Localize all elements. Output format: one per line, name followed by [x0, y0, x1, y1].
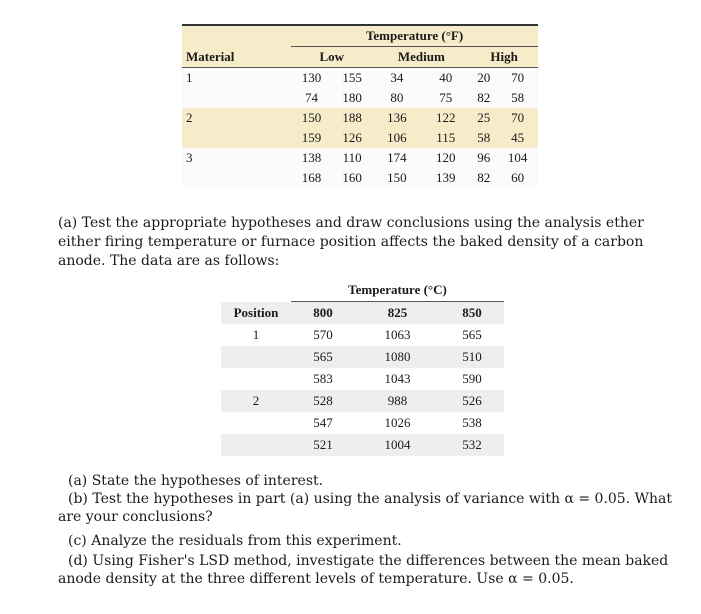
material-temperature-table: [182, 24, 538, 188]
table-row: 547 1026 538: [221, 412, 504, 434]
question-b: (b) Test the hypotheses in part (a) using the analysis of variance with α = 0.05. What are your conclusions?: [58, 491, 672, 525]
table1-title: Temperature (°F): [291, 25, 538, 47]
group-medium-header: Medium: [372, 47, 470, 68]
table-row: 1 130 155 34 40 20 70: [182, 68, 538, 89]
position-temperature-table: [221, 279, 504, 456]
table-row: 74 180 80 75 82 58: [182, 88, 538, 108]
temp-825-header: 825: [387, 305, 408, 320]
table2-title: Temperature (°C): [291, 279, 504, 302]
table-row: 1 570 1063 565: [221, 324, 504, 346]
table-row: 3 138 110 174 120 96 104: [182, 148, 538, 168]
question-c: (c) Analyze the residuals from this experiment.: [68, 533, 402, 549]
question-a: (a) State the hypotheses of interest.: [68, 473, 324, 489]
problem-intro: (a) Test the appropriate hypotheses and draw conclusions using the analysis ether either firing temperature or furnace position affects the baked density of a carbon anode. The data are as follows:: [58, 215, 644, 269]
table-row: 2 150 188 136 122 25 70: [182, 108, 538, 128]
position-header: Position: [233, 304, 279, 320]
table-row: 583 1043 590: [221, 368, 504, 390]
table-row: 159 126 106 115 58 45: [182, 128, 538, 148]
question-d: (d) Using Fisher's LSD method, investigate the differences between the mean baked anode density at the three different levels of temperature. Use α = 0.05.: [58, 553, 669, 587]
table-row: 2 528 988 526: [221, 390, 504, 412]
group-high-header: High: [470, 47, 538, 68]
temp-800-header: 800: [313, 305, 333, 320]
temp-850-header: 850: [462, 305, 482, 320]
table-row: 521 1004 532: [221, 434, 504, 456]
material-header: Material: [186, 48, 235, 64]
table-row: 168 160 150 139 82 60: [182, 168, 538, 188]
table-row: 565 1080 510: [221, 346, 504, 368]
group-low-header: Low: [291, 47, 372, 68]
